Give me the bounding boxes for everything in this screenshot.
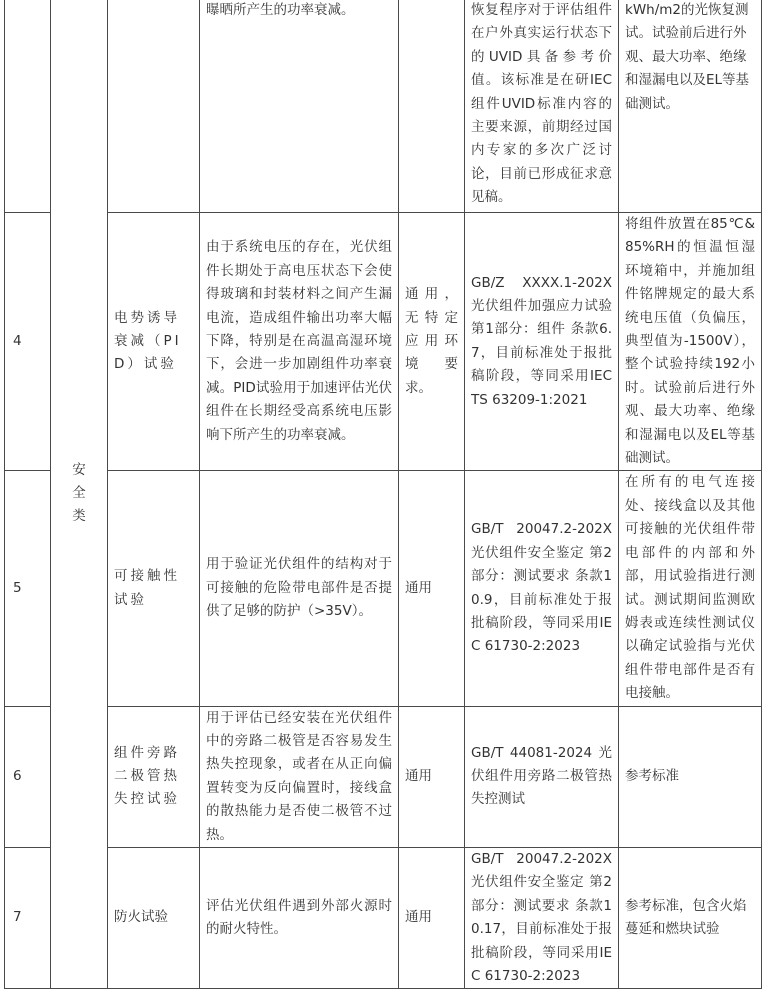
row-number: 6 xyxy=(5,706,51,847)
application-scope: 通用，无特定应用环境要求。 xyxy=(399,213,465,471)
test-name: 组件旁路二极管热失控试验 xyxy=(108,706,200,847)
test-purpose: 用于评估已经安装在光伏组件中的旁路二极管是否容易发生热失控现象，或者在从正向偏置转变为反向偏置时，接线盒的散热能力是否使二极管不过热。 xyxy=(200,706,399,847)
test-name: 电势诱导衰减（PID）试验 xyxy=(108,213,200,471)
table-row xyxy=(5,706,762,847)
test-method: 参考标准 xyxy=(619,706,762,847)
test-method: 在所有的电气连接处、接线盒以及其他可接触的光伏组件带电部件的内部和外部，用试验指进行测试。测试期间监测欧姆表或连续性测试仪以确定试验指与光伏组件带电部件是否有电接触。 xyxy=(619,471,762,706)
application-scope: 通用 xyxy=(399,847,465,988)
table-row xyxy=(5,847,762,988)
reference-standard: GB/T 20047.2-202X 光伏组件安全鉴定 第2部分：测试要求 条款10.17，目前标准处于报批稿阶段，等同采用IEC 61730-2:2023 xyxy=(465,847,619,988)
table-row xyxy=(5,0,762,213)
test-purpose: 用于验证光伏组件的结构对于可接触的危险带电部件是否提供了足够的防护（>35V）。 xyxy=(200,471,399,706)
reference-standard: GB/T 44081-2024 光伏组件用旁路二极管热失控测试 xyxy=(465,706,619,847)
category-label: 安全类 xyxy=(72,462,86,525)
table-row xyxy=(5,471,762,706)
test-purpose: 曝晒所产生的功率衰减。 xyxy=(200,0,399,213)
row-number: 5 xyxy=(5,471,51,706)
row-number: 7 xyxy=(5,847,51,988)
application-scope: 通用 xyxy=(399,706,465,847)
test-name xyxy=(108,0,200,213)
test-method: 将组件放置在85℃&85%RH的恒温恒湿环境箱中，并施加组件铭牌规定的最大系统电压值（负偏压，典型值为-1500V），整个试验持续192小时。试验前后进行外观、最大功率、绝缘和湿漏电以及EL等基础测试。 xyxy=(619,213,762,471)
test-name: 可接触性试验 xyxy=(108,471,200,706)
test-method: 参考标准，包含火焰蔓延和燃块试验 xyxy=(619,847,762,988)
table-row xyxy=(5,213,762,471)
row-number: 4 xyxy=(5,213,51,471)
test-purpose: 由于系统电压的存在，光伏组件长期处于高电压状态下会使得玻璃和封装材料之间产生漏电流，造成组件输出功率大幅下降，特别是在高温高湿环境下，会进一步加剧组件功率衰减。PID试验用于加速评估光伏组件在长期经受高系统电压影响下所产生的功率衰减。 xyxy=(200,213,399,471)
application-scope xyxy=(399,0,465,213)
test-purpose: 评估光伏组件遇到外部火源时的耐火特性。 xyxy=(200,847,399,988)
test-table xyxy=(4,0,762,989)
application-scope: 通用 xyxy=(399,471,465,706)
test-method: kWh/m2的光恢复测试。试验前后进行外观、最大功率、绝缘和湿漏电以及EL等基础测试。 xyxy=(619,0,762,213)
reference-standard: GB/Z XXXX.1-202X 光伏组件加强应力试验 第1部分：组件 条款6.7，目前标准处于报批稿阶段，等同采用IEC TS 63209-1:2021 xyxy=(465,213,619,471)
reference-standard: GB/T 20047.2-202X 光伏组件安全鉴定 第2部分：测试要求 条款10.9，目前标准处于报批稿阶段，等同采用IEC 61730-2:2023 xyxy=(465,471,619,706)
reference-standard: 恢复程序对于评估组件在户外真实运行状态下的UVID具备参考价值。该标准是在研IEC组件UVID标准内容的主要来源，前期经过国内专家的多次广泛讨论，目前已形成征求意见稿。 xyxy=(465,0,619,213)
category-cell xyxy=(51,0,108,989)
test-name: 防火试验 xyxy=(108,847,200,988)
row-number xyxy=(5,0,51,213)
